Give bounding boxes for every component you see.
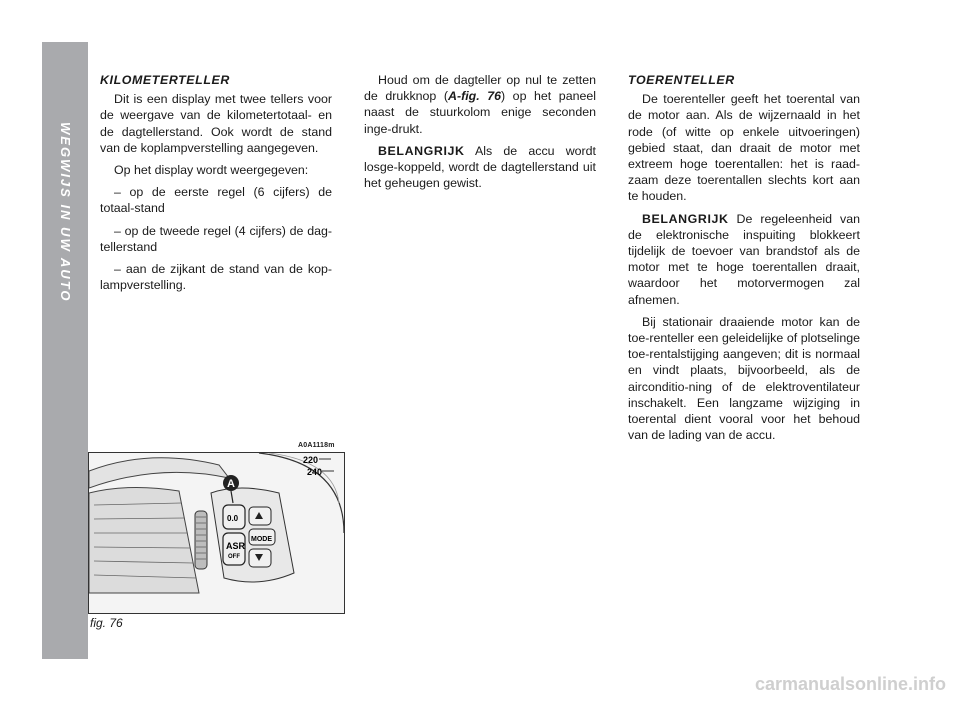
callout-a-label: A (227, 478, 235, 490)
paragraph: De toerenteller geeft het toerental van de motor aan. Als de wijzernaald in het rode (of witte op enkele uitvoeringen) gebied staat, dan draait de motor met extreem hoge toerentallen: het is raad-zaam deze toerentallen slechts kort aan te houden. (628, 92, 860, 204)
dashboard-edge (89, 458, 229, 488)
important-label: BELANGRIJK (378, 143, 465, 158)
page-number: 56 (94, 650, 120, 675)
paragraph (628, 211, 860, 308)
list-item: – op de tweede regel (4 cijfers) de dag-tellerstand (100, 223, 332, 254)
chapter-title: WEGWIJS IN UW AUTO (58, 122, 73, 303)
figure-76-illustration (88, 452, 345, 614)
asr-label: ASR (226, 541, 246, 551)
paragraph: Bij stationair draaiende motor kan de toe-renteller een geleidelijke of plotselinge toe-rentalstijging aangeven; dit is normaal en vindt plaats, bijvoorbeeld, als de airconditio-ning of de elektroventilateur inschakelt. Een langzame wijziging in toerental dient vooral voor het behoud van de lading van de accu. (628, 314, 860, 443)
paragraph: Op het display wordt weergegeven: (114, 163, 309, 178)
scale-label-240: 240 (307, 467, 323, 477)
figure-reference: A-fig. 76 (448, 89, 501, 104)
paragraph (364, 143, 596, 192)
text-run: Als de accu wordt losge-koppeld, wordt de dagtellerstand uit het geheugen gewist. (364, 143, 596, 191)
list-item: – aan de zijkant de stand van de kop-lampverstelling. (100, 262, 332, 293)
scale-label-220: 220 (303, 455, 319, 465)
air-vent (89, 487, 199, 593)
column-dagteller (364, 72, 596, 197)
dashboard-drawing (89, 453, 344, 613)
column-toerenteller (628, 72, 860, 449)
paragraph (364, 72, 596, 137)
text-run: De regeleenheid van de elektronische inspuiting blokkeert tijdelijk de toevoer van brandstof als de motor met te hoge toerentallen draait, waardoor het motorvermogen zal afnemen. (628, 211, 860, 307)
important-label: BELANGRIJK (642, 211, 729, 226)
list-item: – op de eerste regel (6 cijfers) de totaal-stand (100, 185, 332, 216)
asr-off-label: OFF (228, 554, 240, 560)
mode-label: MODE (251, 536, 272, 543)
column-kilometerteller (100, 72, 332, 299)
text-run: Houd om de dagteller op nul te zetten de drukknop ( (364, 73, 596, 104)
trip-reset-label: 0.0 (227, 514, 239, 523)
watermark: carmanualsonline.info (754, 674, 946, 694)
figure-caption: fig. 76 (90, 616, 123, 630)
paragraph: Dit is een display met twee tellers voor de weergave van de kilometertotaal- en de dagtellerstand. Ook wordt de stand van de koplampverstelling aangegeven. (100, 92, 332, 155)
figure-code: A0A1118m (298, 442, 335, 449)
chapter-title-vertical (42, 122, 88, 422)
thumbwheel (195, 511, 207, 569)
section-heading: KILOMETERTELLER (100, 73, 230, 87)
text-run: ) op het paneel naast de stuurkolom enige seconden inge-drukt. (364, 89, 597, 136)
section-heading: TOERENTELLER (628, 73, 735, 87)
